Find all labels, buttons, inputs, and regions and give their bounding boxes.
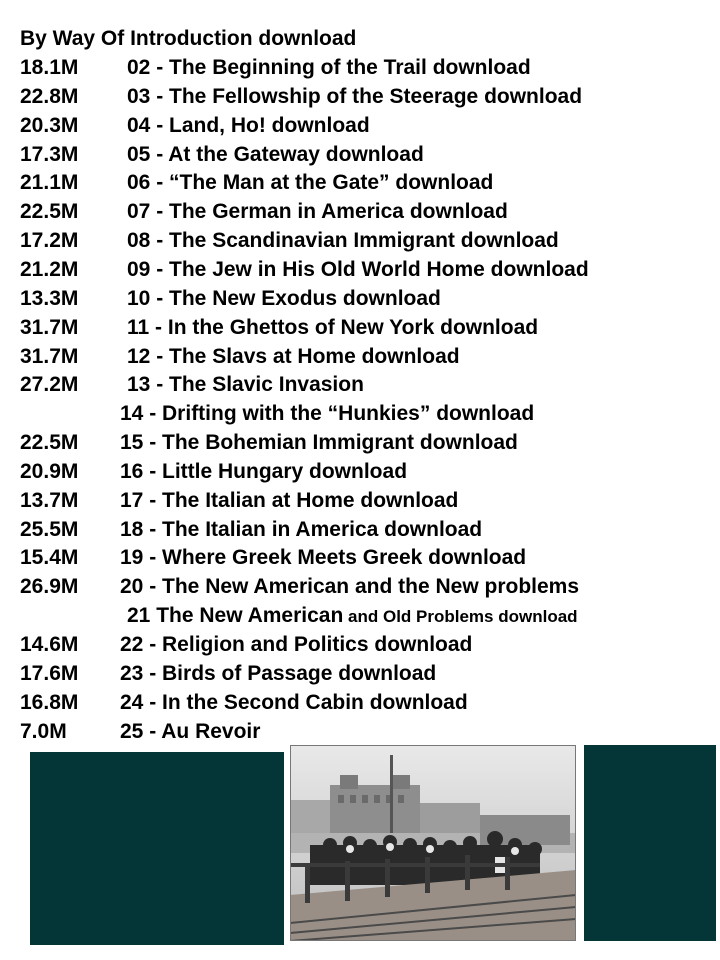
episode-title-text[interactable]: 09 - The Jew in His Old World Home download — [127, 258, 589, 281]
episode-title[interactable] — [127, 198, 508, 226]
episode-title[interactable] — [120, 573, 579, 601]
file-size: 21.1M — [20, 171, 79, 194]
episode-title[interactable] — [127, 54, 531, 82]
episode-title-small-text[interactable]: and Old Problems download — [343, 607, 578, 626]
episode-title-text[interactable]: 02 - The Beginning of the Trail download — [127, 56, 531, 79]
episode-title-text[interactable]: 15 - The Bohemian Immigrant download — [120, 431, 518, 454]
file-size: 18.1M — [20, 56, 79, 79]
episode-title[interactable] — [127, 602, 578, 631]
episode-title-text[interactable]: 05 - At the Gateway download — [127, 143, 424, 166]
episode-title-text[interactable]: 03 - The Fellowship of the Steerage download — [127, 85, 583, 108]
episode-title[interactable] — [120, 516, 482, 544]
episode-title-text[interactable]: 24 - In the Second Cabin download — [120, 691, 468, 714]
episode-title[interactable] — [120, 544, 526, 572]
episode-title-text[interactable]: 10 - The New Exodus download — [127, 287, 441, 310]
episode-title-text[interactable]: 07 - The German in America download — [127, 200, 508, 223]
file-size: 20.9M — [20, 460, 79, 483]
file-size: 15.4M — [20, 546, 79, 569]
file-size: 17.3M — [20, 143, 79, 166]
file-size: 25.5M — [20, 518, 79, 541]
file-size: 13.3M — [20, 287, 79, 310]
episode-title[interactable] — [127, 285, 441, 313]
episode-title[interactable] — [120, 631, 472, 659]
episode-title[interactable] — [127, 169, 493, 197]
file-size: 26.9M — [20, 575, 79, 598]
file-size: 31.7M — [20, 345, 79, 368]
episode-title[interactable] — [120, 660, 436, 688]
episode-title[interactable] — [120, 718, 260, 746]
file-size: 20.3M — [20, 114, 79, 137]
episode-title-text[interactable]: 23 - Birds of Passage download — [120, 662, 437, 685]
episode-title-text[interactable]: 18 - The Italian in America download — [120, 518, 483, 541]
episode-title[interactable] — [127, 112, 370, 140]
episode-title[interactable] — [127, 83, 582, 111]
episode-title-text[interactable]: 19 - Where Greek Meets Greek download — [120, 546, 527, 569]
episode-title[interactable] — [127, 141, 424, 169]
episode-title-text[interactable]: 12 - The Slavs at Home download — [127, 345, 460, 368]
episode-title-text[interactable]: 17 - The Italian at Home download — [120, 489, 459, 512]
episode-title[interactable] — [127, 256, 589, 284]
file-size: 22.5M — [20, 431, 79, 454]
episode-title[interactable] — [127, 314, 538, 342]
episode-title[interactable] — [120, 487, 458, 515]
historic-immigrant-photo — [290, 745, 576, 941]
episode-title-text[interactable]: 04 - Land, Ho! download — [127, 114, 370, 137]
intro-title[interactable]: By Way Of Introduction download — [20, 27, 357, 50]
file-size: 27.2M — [20, 373, 79, 396]
episode-title[interactable] — [120, 400, 534, 428]
episode-title-text[interactable]: 11 - In the Ghettos of New York download — [127, 316, 539, 339]
file-size: 31.7M — [20, 316, 79, 339]
file-size: 17.2M — [20, 229, 79, 252]
episode-title-text[interactable]: 22 - Religion and Politics download — [120, 633, 473, 656]
episode-title-text[interactable]: 16 - Little Hungary download — [120, 460, 408, 483]
file-size: 7.0M — [20, 720, 67, 743]
episode-title-text[interactable]: 13 - The Slavic Invasion — [127, 373, 364, 396]
episode-title-text[interactable]: 21 The New American — [127, 604, 344, 627]
file-size: 17.6M — [20, 662, 79, 685]
file-size: 13.7M — [20, 489, 79, 512]
episode-title[interactable] — [120, 689, 468, 717]
episode-title-text[interactable]: 20 - The New American and the New problems — [120, 575, 580, 598]
episode-title-text[interactable]: 08 - The Scandinavian Immigrant download — [127, 229, 559, 252]
episode-title[interactable] — [127, 343, 460, 371]
episode-title-text[interactable]: 25 - Au Revoir — [120, 720, 261, 743]
photo-illustration — [290, 745, 576, 941]
episode-title-text[interactable]: 14 - Drifting with the “Hunkies” download — [120, 402, 535, 425]
file-size: 14.6M — [20, 633, 79, 656]
file-size: 22.5M — [20, 200, 79, 223]
file-size: 22.8M — [20, 85, 79, 108]
episode-title[interactable] — [120, 429, 518, 457]
right-panel — [584, 745, 716, 941]
episode-title[interactable] — [127, 227, 559, 255]
episode-title[interactable] — [127, 371, 364, 399]
episode-title[interactable] — [120, 458, 407, 486]
left-panel — [30, 752, 284, 945]
episode-title-text[interactable]: 06 - “The Man at the Gate” download — [127, 171, 494, 194]
file-size: 16.8M — [20, 691, 79, 714]
file-size: 21.2M — [20, 258, 79, 281]
